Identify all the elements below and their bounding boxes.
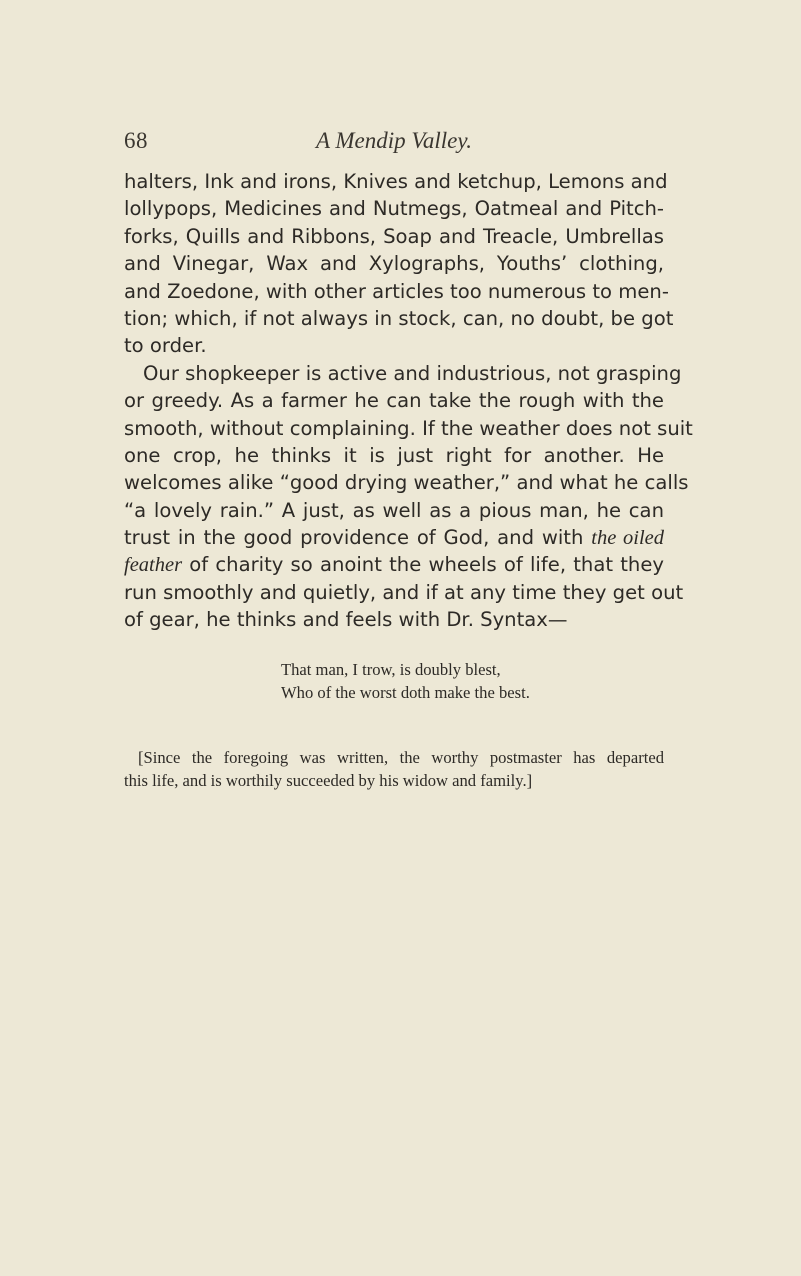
text-line: or greedy. As a farmer he can take the rough with the [124, 389, 664, 413]
text-line: run smoothly and quietly, and if at any time they get out [124, 580, 684, 604]
text-segment: of charity so anoint the wheels of life, that they [182, 553, 664, 577]
page-number: 68 [124, 128, 148, 153]
text-line: of gear, he thinks and feels with Dr. Syntax— [124, 608, 568, 632]
verse-line: That man, I trow, is doubly blest, [281, 660, 501, 679]
body-text [124, 168, 693, 634]
text-line [124, 524, 664, 551]
note-line: [Since the foregoing was written, the worthy postmaster has departed [138, 748, 664, 767]
text-line: one crop, he thinks it is just right for another. He [124, 443, 664, 467]
bracketed-note [124, 746, 664, 792]
text-line: Our shopkeeper is active and industrious, not grasping [143, 361, 682, 385]
text-line: welcomes alike “good drying weather,” and what he calls [124, 471, 689, 495]
italic-phrase: the oiled [591, 527, 664, 550]
running-head [124, 128, 664, 158]
text-line: and Vinegar, Wax and Xylographs, Youths’ clothing, [124, 252, 664, 276]
italic-phrase: feather [124, 554, 183, 577]
text-line: tion; which, if not always in stock, can, no doubt, be got [124, 306, 674, 330]
text-line [124, 551, 664, 578]
running-title: A Mendip Valley. [315, 128, 473, 153]
text-segment: trust in the good providence of God, and with [124, 526, 584, 550]
text-line: lollypops, Medicines and Nutmegs, Oatmeal and Pitch- [124, 197, 664, 221]
text-line: to order. [124, 334, 207, 358]
text-line: “a lovely rain.” A just, as well as a pious man, he can [124, 498, 664, 522]
text-line: and Zoedone, with other articles too numerous to men- [124, 279, 669, 303]
verse-quotation [281, 658, 530, 704]
text-line: smooth, without complaining. If the weather does not suit [124, 416, 693, 440]
verse-line: Who of the worst doth make the best. [281, 683, 530, 702]
text-line: forks, Quills and Ribbons, Soap and Treacle, Umbrellas [124, 224, 664, 248]
text-line: halters, Ink and irons, Knives and ketchup, Lemons and [124, 170, 668, 193]
note-line: this life, and is worthily succeeded by his widow and family.] [124, 771, 533, 790]
